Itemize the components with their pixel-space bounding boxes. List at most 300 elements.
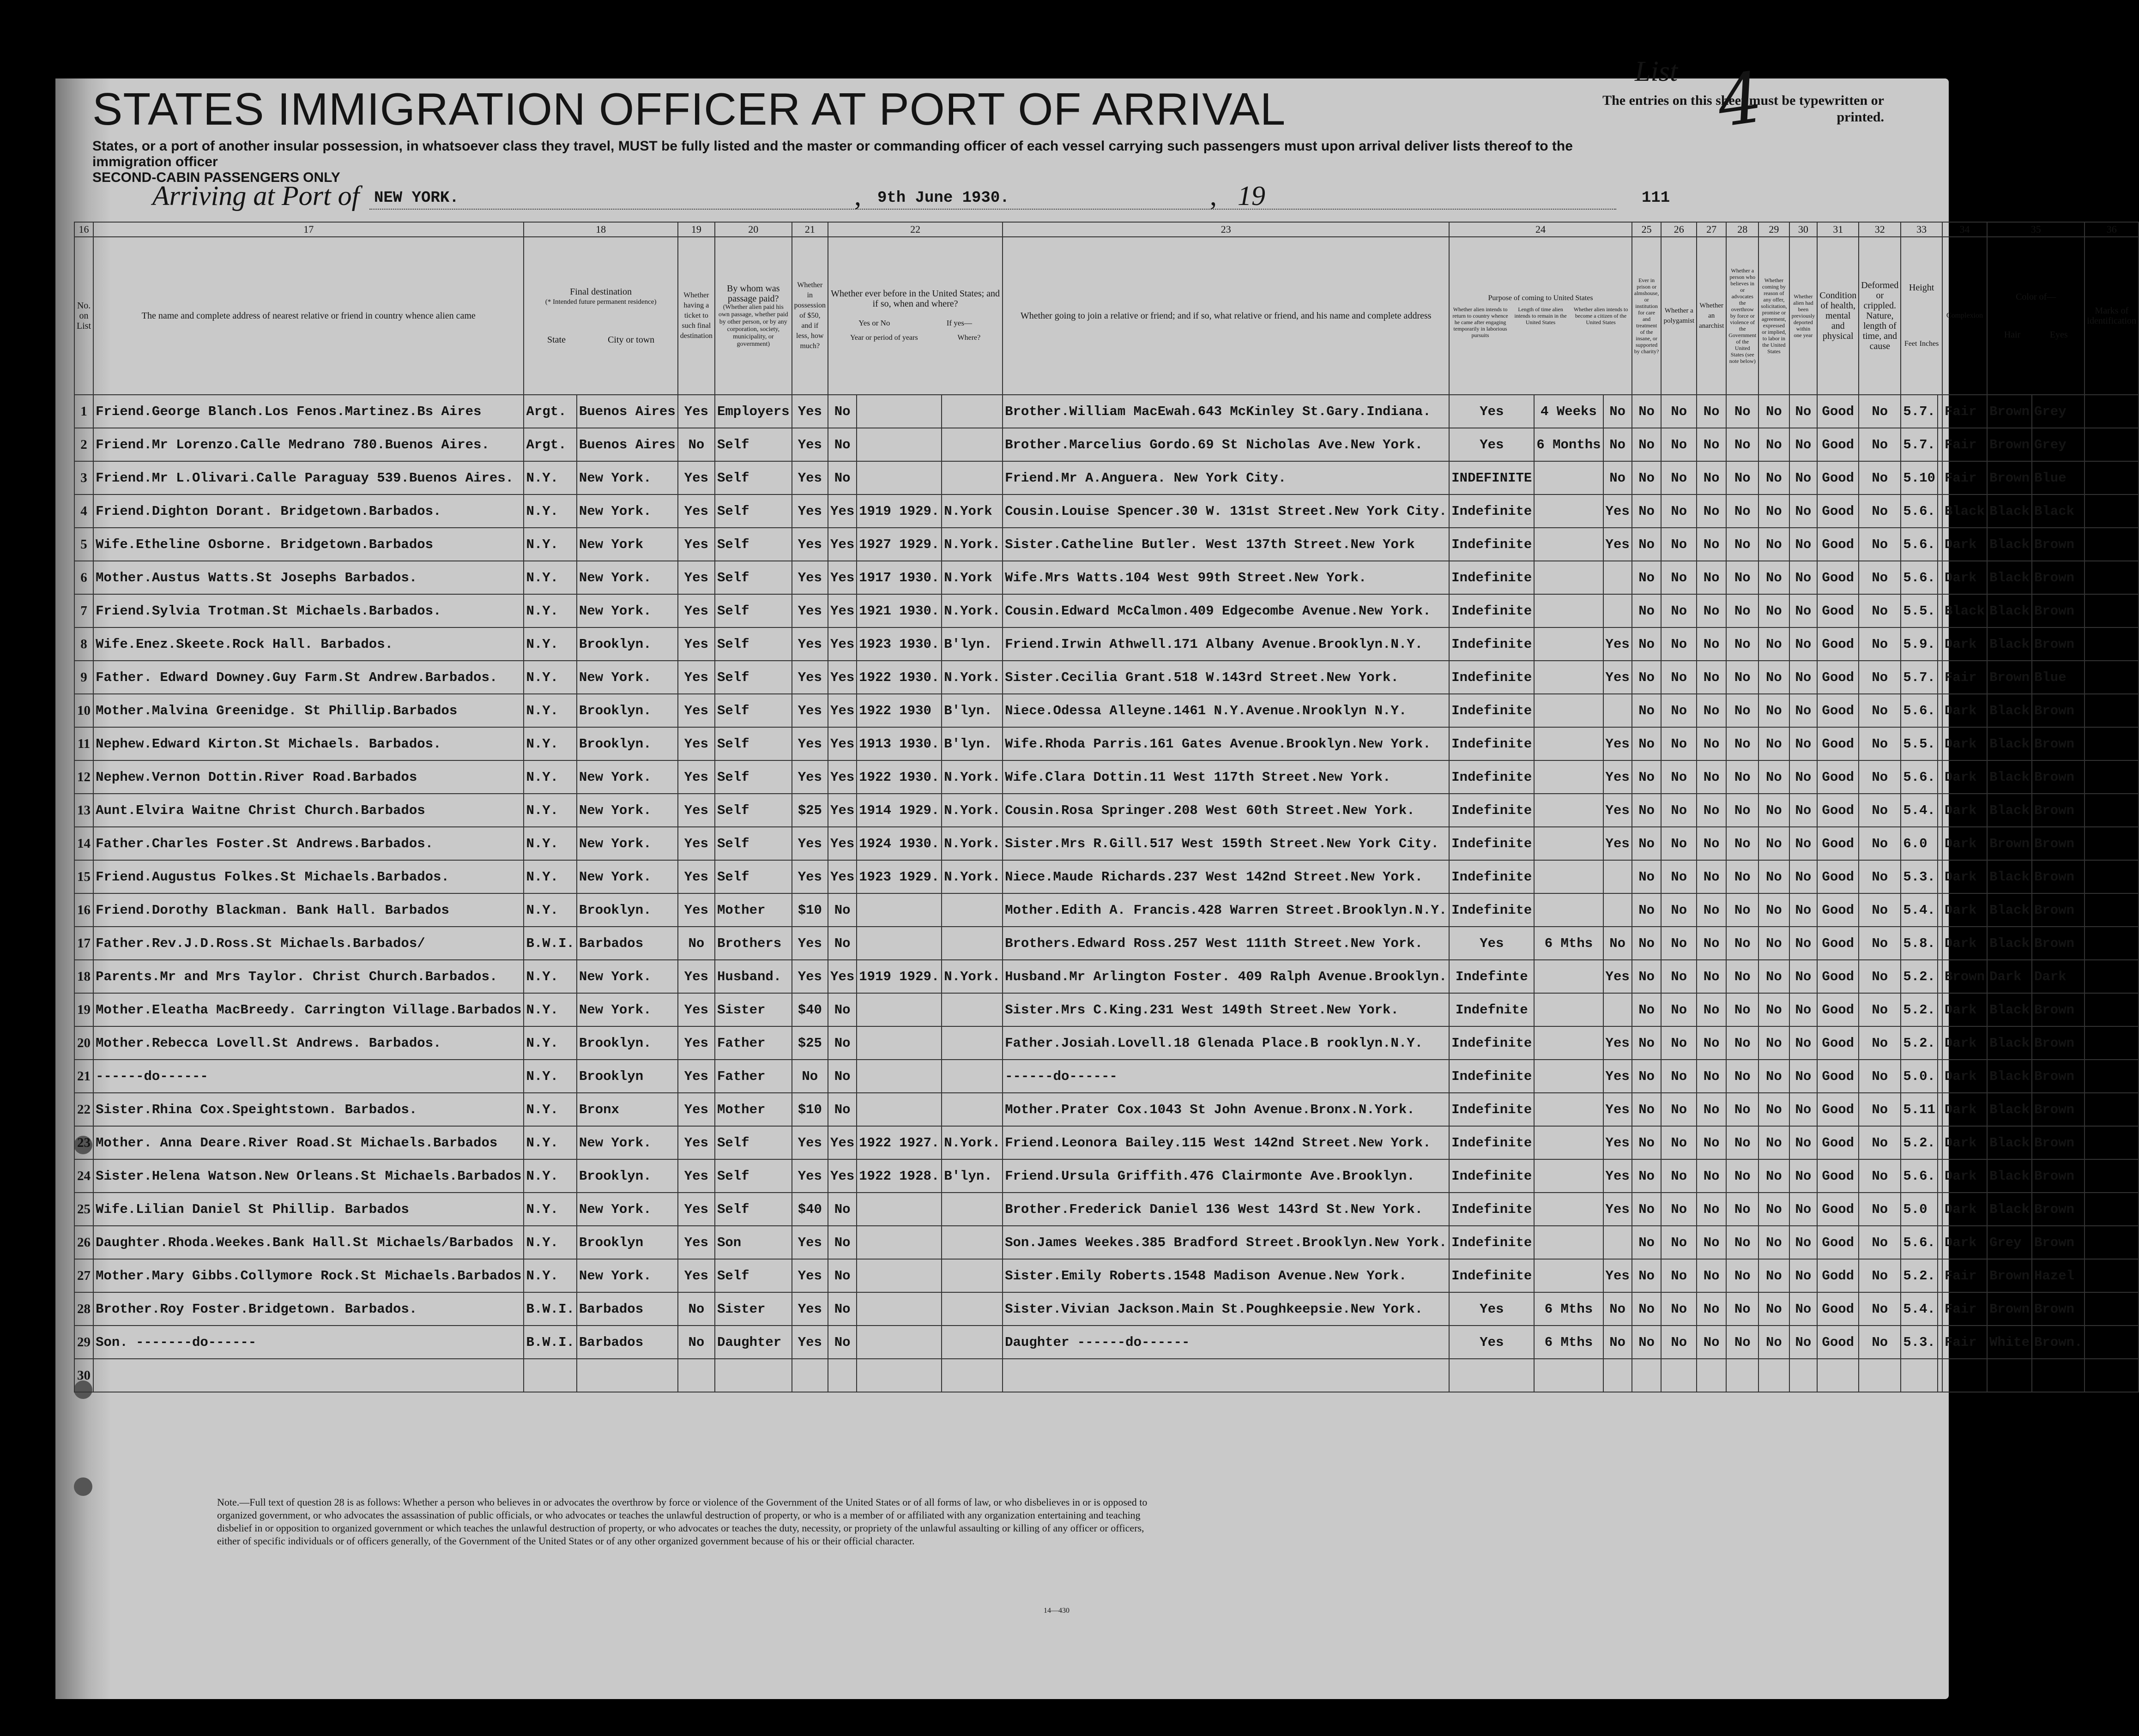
polygamist-cell: No (1661, 993, 1697, 1026)
polygamist-cell: No (1661, 661, 1697, 694)
city-cell: New York. (577, 993, 678, 1026)
marks-cell (2085, 993, 2139, 1026)
ticket-cell: Yes (678, 661, 715, 694)
joining-cell: Sister.Cecilia Grant.518 W.143rd Street.New York. (1003, 661, 1449, 694)
purpose-length-cell (1534, 827, 1603, 860)
marks-cell (2085, 1126, 2139, 1159)
nearest-relative-cell: Nephew.Vernon Dottin.River Road.Barbados (93, 760, 524, 794)
city-cell: Brooklyn. (577, 1026, 678, 1060)
hair-cell: Black (1987, 1126, 2032, 1159)
marks-cell (2085, 395, 2139, 428)
row-number: 25 (74, 1193, 93, 1226)
nearest-relative-cell: Friend.Dighton Dorant. Bridgetown.Barbados. (93, 494, 524, 528)
q30-cell: No (1789, 1126, 1818, 1159)
city-cell: Barbados (577, 927, 678, 960)
city-cell: New York. (577, 760, 678, 794)
final-destination-title: Final destination (570, 287, 632, 297)
table-row (74, 1026, 2139, 1060)
health-cell: Good (1817, 860, 1859, 893)
passage-paid-cell: Self (715, 1126, 792, 1159)
anarchist-cell: No (1697, 1292, 1726, 1326)
height-cell: 5.5. (1901, 594, 1938, 627)
table-row (74, 727, 2139, 760)
ticket-cell: Yes (678, 594, 715, 627)
purpose-return-cell: Yes (1449, 1326, 1534, 1359)
prison-cell: No (1632, 1326, 1662, 1359)
complexion-cell: Dark (1942, 528, 1987, 561)
anarchist-cell: No (1697, 1093, 1726, 1126)
purpose-citizen-cell (1603, 594, 1632, 627)
ever-before-title: Whether ever before in the United States; and if so, when and where? (831, 289, 1000, 309)
passage-paid-cell: Self (715, 594, 792, 627)
hair-cell: Black (1987, 860, 2032, 893)
year-period-cell: 1914 1929. (857, 794, 942, 827)
comma-mark: , (854, 181, 861, 211)
polygamist-cell: No (1661, 428, 1697, 461)
purpose-length-cell (1534, 1159, 1603, 1193)
where-cell: N.York. (942, 860, 1003, 893)
deformed-cell: No (1859, 428, 1901, 461)
where-cell: N.York. (942, 594, 1003, 627)
passage-paid-cell (715, 1359, 792, 1392)
state-cell: N.Y. (524, 1159, 576, 1193)
anarchist-cell: No (1697, 661, 1726, 694)
table-row (74, 860, 2139, 893)
joining-cell: Brother.William MacEwah.643 McKinley St.Gary.Indiana. (1003, 395, 1449, 428)
inches-cell (1938, 760, 1942, 794)
height-cell: 5.9. (1901, 627, 1938, 661)
passage-paid-cell: Husband. (715, 960, 792, 993)
purpose-citizen-cell: No (1603, 1326, 1632, 1359)
header-q30: Whether alien had been previously deported within one year (1789, 237, 1818, 395)
joining-cell: ------do------ (1003, 1060, 1449, 1093)
q30-cell: No (1789, 528, 1818, 561)
anarchist-cell: No (1697, 428, 1726, 461)
money-cell: Yes (792, 1292, 828, 1326)
polygamist-cell: No (1661, 627, 1697, 661)
row-number: 3 (74, 461, 93, 494)
prison-cell: No (1632, 727, 1662, 760)
ticket-cell (678, 1359, 715, 1392)
q30-cell: No (1789, 561, 1818, 594)
inches-cell (1938, 494, 1942, 528)
year-period-cell (857, 1026, 942, 1060)
year-period-cell: 1923 1930. (857, 627, 942, 661)
purpose-citizen-cell: Yes (1603, 661, 1632, 694)
city-cell: Barbados (577, 1292, 678, 1326)
joining-cell (1003, 1359, 1449, 1392)
passage-paid-cell: Self (715, 461, 792, 494)
q29-cell: No (1758, 694, 1789, 727)
city-cell: New York. (577, 827, 678, 860)
year-period-cell: 1922 1928. (857, 1159, 942, 1193)
ticket-cell: Yes (678, 1159, 715, 1193)
deformed-cell: No (1859, 1093, 1901, 1126)
polygamist-cell: No (1661, 594, 1697, 627)
ever-before-cell: No (828, 1292, 857, 1326)
q30-cell: No (1789, 760, 1818, 794)
column-number: 34 (1942, 222, 1987, 237)
marks-cell (2085, 860, 2139, 893)
hair-cell: Brown (1987, 1292, 2032, 1326)
where-cell: B'lyn. (942, 694, 1003, 727)
purpose-return-cell: Indefinite (1449, 1126, 1534, 1159)
nearest-relative-cell: Mother.Rebecca Lovell.St Andrews. Barbados. (93, 1026, 524, 1060)
hair-cell: Brown (1987, 461, 2032, 494)
where-cell (942, 1193, 1003, 1226)
year-period-cell: 1927 1929. (857, 528, 942, 561)
table-row (74, 927, 2139, 960)
column-number: 18 (524, 222, 677, 237)
inches-cell (1938, 561, 1942, 594)
where-cell: N.York. (942, 794, 1003, 827)
row-number: 14 (74, 827, 93, 860)
health-cell: Good (1817, 1193, 1859, 1226)
height-cell: 5.6. (1901, 561, 1938, 594)
q30-cell: No (1789, 461, 1818, 494)
purpose-citizen-cell: Yes (1603, 827, 1632, 860)
hair-cell: Grey (1987, 1226, 2032, 1259)
purpose-citizen-cell: No (1603, 1292, 1632, 1326)
ticket-cell: Yes (678, 794, 715, 827)
q30-cell: No (1789, 1226, 1818, 1259)
purpose-length-cell (1534, 461, 1603, 494)
health-cell: Good (1817, 993, 1859, 1026)
table-row (74, 627, 2139, 661)
ever-before-cell: Yes (828, 794, 857, 827)
table-row (74, 528, 2139, 561)
nearest-relative-cell: Aunt.Elvira Waitne Christ Church.Barbados (93, 794, 524, 827)
eyes-cell: Brown (2032, 627, 2085, 661)
purpose-length-cell (1534, 860, 1603, 893)
year-period-cell (857, 1060, 942, 1093)
city-cell: Brooklyn. (577, 627, 678, 661)
joining-cell: Cousin.Louise Spencer.30 W. 131st Street.New York City. (1003, 494, 1449, 528)
state-cell: N.Y. (524, 627, 576, 661)
purpose-length-cell (1534, 1359, 1603, 1392)
header-purpose (1449, 237, 1631, 395)
nearest-relative-cell: Friend.Mr L.Olivari.Calle Paraguay 539.Buenos Aires. (93, 461, 524, 494)
money-cell: Yes (792, 627, 828, 661)
state-cell: N.Y. (524, 1259, 576, 1292)
prison-cell: No (1632, 428, 1662, 461)
where-cell: N.York (942, 561, 1003, 594)
inches-cell (1938, 727, 1942, 760)
marks-cell (2085, 428, 2139, 461)
year-period-cell (857, 1093, 942, 1126)
inches-cell (1938, 1159, 1942, 1193)
purpose-return-cell: Indefinite (1449, 893, 1534, 927)
q28-cell: No (1726, 1226, 1758, 1259)
anarchist-cell: No (1697, 794, 1726, 827)
eyes-cell: Brown (2032, 528, 2085, 561)
q30-cell: No (1789, 860, 1818, 893)
purpose-citizen-cell (1603, 561, 1632, 594)
prison-cell: No (1632, 1026, 1662, 1060)
anarchist-cell: No (1697, 1226, 1726, 1259)
prison-cell: No (1632, 1226, 1662, 1259)
purpose-citizen-cell: Yes (1603, 1026, 1632, 1060)
q30-cell: No (1789, 661, 1818, 694)
where-cell (942, 461, 1003, 494)
anarchist-cell: No (1697, 594, 1726, 627)
ticket-cell: Yes (678, 893, 715, 927)
health-cell: Good (1817, 927, 1859, 960)
passage-paid-cell: Self (715, 727, 792, 760)
where-cell (942, 1259, 1003, 1292)
joining-cell: Sister.Mrs C.King.231 West 149th Street.New York. (1003, 993, 1449, 1026)
q30-cell: No (1789, 494, 1818, 528)
header-color-of (1987, 237, 2085, 395)
money-cell: Yes (792, 1326, 828, 1359)
joining-cell: Friend.Ursula Griffith.476 Clairmonte Ave.Brooklyn. (1003, 1159, 1449, 1193)
q30-cell: No (1789, 1193, 1818, 1226)
ever-before-cell: Yes (828, 1126, 857, 1159)
q28-cell: No (1726, 661, 1758, 694)
inches-cell (1938, 594, 1942, 627)
q28-cell: No (1726, 594, 1758, 627)
table-row (74, 461, 2139, 494)
joining-cell: Husband.Mr Arlington Foster. 409 Ralph Avenue.Brooklyn. (1003, 960, 1449, 993)
deformed-cell: No (1859, 927, 1901, 960)
marks-cell (2085, 727, 2139, 760)
health-cell: Good (1817, 627, 1859, 661)
q28-cell: No (1726, 760, 1758, 794)
ever-before-cell: No (828, 893, 857, 927)
state-cell (524, 1359, 576, 1392)
polygamist-cell: No (1661, 1292, 1697, 1326)
purpose-length-cell (1534, 494, 1603, 528)
marks-cell (2085, 1326, 2139, 1359)
prison-cell: No (1632, 1126, 1662, 1159)
health-cell: Good (1817, 461, 1859, 494)
year-period-cell (857, 1359, 942, 1392)
inches-cell (1938, 893, 1942, 927)
passage-paid-cell: Self (715, 1159, 792, 1193)
state-cell: N.Y. (524, 827, 576, 860)
joining-cell: Friend.Leonora Bailey.115 West 142nd Street.New York. (1003, 1126, 1449, 1159)
hair-cell: Black (1987, 528, 2032, 561)
ticket-cell: No (678, 428, 715, 461)
eyes-cell: Brown (2032, 927, 2085, 960)
nearest-relative-cell: Friend.Sylvia Trotman.St Michaels.Barbados. (93, 594, 524, 627)
purpose-return-cell: Indefinite (1449, 794, 1534, 827)
health-cell: Good (1817, 760, 1859, 794)
anarchist-cell: No (1697, 395, 1726, 428)
header-prison: Ever in prison or almshouse, or institution for care and treatment of the insane, or supported by charity? (1632, 237, 1662, 395)
hair-cell: Black (1987, 1060, 2032, 1093)
inches-cell (1938, 1093, 1942, 1126)
row-number: 6 (74, 561, 93, 594)
q28-cell: No (1726, 860, 1758, 893)
anarchist-cell: No (1697, 893, 1726, 927)
header-q28: Whether a person who believes in or advocates the overthrow by force or violence of the Government of the United States (see note below) (1726, 237, 1758, 395)
header-ever-before (828, 237, 1003, 395)
purpose-length-cell (1534, 960, 1603, 993)
inches-cell (1938, 1226, 1942, 1259)
joining-cell: Wife.Clara Dottin.11 West 117th Street.New York. (1003, 760, 1449, 794)
row-number: 24 (74, 1159, 93, 1193)
passage-paid-cell: Self (715, 760, 792, 794)
purpose-citizen-cell: Yes (1603, 794, 1632, 827)
money-cell: $40 (792, 993, 828, 1026)
purpose-length-cell: 6 Months (1534, 428, 1603, 461)
q28-cell: No (1726, 960, 1758, 993)
money-cell: Yes (792, 1126, 828, 1159)
eyes-cell: Brown (2032, 1193, 2085, 1226)
eyes-cell: Brown (2032, 827, 2085, 860)
state-cell: N.Y. (524, 528, 576, 561)
q28-cell: No (1726, 494, 1758, 528)
polygamist-cell (1661, 1359, 1697, 1392)
date-value: 9th June 1930. (877, 189, 1009, 207)
inches-cell (1938, 1326, 1942, 1359)
passage-paid-cell: Self (715, 661, 792, 694)
purpose-return-cell: Indefinite (1449, 1026, 1534, 1060)
inches-cell (1938, 1193, 1942, 1226)
q29-cell: No (1758, 1326, 1789, 1359)
health-cell: Good (1817, 893, 1859, 927)
row-number: 15 (74, 860, 93, 893)
row-number: 13 (74, 794, 93, 827)
health-cell: Good (1817, 1326, 1859, 1359)
year-period-cell: 1913 1930. (857, 727, 942, 760)
hair-cell: Black (1987, 561, 2032, 594)
joining-cell: Brother.Frederick Daniel 136 West 143rd St.New York. (1003, 1193, 1449, 1226)
anarchist-cell: No (1697, 461, 1726, 494)
height-cell: 6.0 (1901, 827, 1938, 860)
q29-cell: No (1758, 528, 1789, 561)
list-number: 4 (1712, 57, 1768, 143)
hair-cell (1987, 1359, 2032, 1392)
joining-cell: Niece.Maude Richards.237 West 142nd Street.New York. (1003, 860, 1449, 893)
ticket-cell: Yes (678, 694, 715, 727)
joining-cell: Father.Josiah.Lovell.18 Glenada Place.B rooklyn.N.Y. (1003, 1026, 1449, 1060)
state-cell: N.Y. (524, 760, 576, 794)
eyes-cell: Brown (2032, 727, 2085, 760)
polygamist-cell: No (1661, 927, 1697, 960)
city-cell: New York. (577, 594, 678, 627)
polygamist-cell: No (1661, 694, 1697, 727)
column-number: 33 (1901, 222, 1942, 237)
city-cell: New York. (577, 461, 678, 494)
purpose-return-cell: Indefinite (1449, 528, 1534, 561)
nearest-relative-cell: Mother.Eleatha MacBreedy. Carrington Village.Barbados (93, 993, 524, 1026)
purpose-return-cell: Indefnite (1449, 993, 1534, 1026)
joining-cell: Sister.Catheline Butler. West 137th Street.New York (1003, 528, 1449, 561)
marks-cell (2085, 760, 2139, 794)
header-marks: Marks of identification (2085, 237, 2139, 395)
purpose-citizen-cell: Yes (1603, 1259, 1632, 1292)
row-number: 18 (74, 960, 93, 993)
polygamist-cell: No (1661, 727, 1697, 760)
year-period-cell: 1922 1930. (857, 661, 942, 694)
money-cell: Yes (792, 428, 828, 461)
prison-cell: No (1632, 494, 1662, 528)
table-row (74, 694, 2139, 727)
passage-paid-cell: Self (715, 494, 792, 528)
hair-cell: Black (1987, 893, 2032, 927)
city-cell: New York. (577, 661, 678, 694)
money-cell: $25 (792, 1026, 828, 1060)
deformed-cell: No (1859, 960, 1901, 993)
joining-cell: Wife.Mrs Watts.104 West 99th Street.New York. (1003, 561, 1449, 594)
column-number: 26 (1661, 222, 1697, 237)
q28-cell: No (1726, 461, 1758, 494)
row-number: 27 (74, 1259, 93, 1292)
city-cell: Brooklyn. (577, 694, 678, 727)
purpose-citizen-cell: Yes (1603, 1093, 1632, 1126)
passage-paid-cell: Son (715, 1226, 792, 1259)
where-cell (942, 1326, 1003, 1359)
q30-cell (1789, 1359, 1818, 1392)
row-number: 22 (74, 1093, 93, 1126)
deformed-cell: No (1859, 860, 1901, 893)
complexion-cell: Fair (1942, 1292, 1987, 1326)
passage-paid-cell: Self (715, 827, 792, 860)
state-cell: N.Y. (524, 860, 576, 893)
marks-cell (2085, 1193, 2139, 1226)
row-number: 28 (74, 1292, 93, 1326)
height-cell: 5.8. (1901, 927, 1938, 960)
year-label: 19 (1238, 181, 1265, 211)
marks-cell (2085, 561, 2139, 594)
hair-cell: Black (1987, 1159, 2032, 1193)
header-final-destination (524, 237, 677, 395)
where-cell (942, 993, 1003, 1026)
hair-cell: Black (1987, 694, 2032, 727)
state-cell: N.Y. (524, 561, 576, 594)
year-period-cell: 1922 1930. (857, 760, 942, 794)
state-cell: N.Y. (524, 494, 576, 528)
q28-cell: No (1726, 694, 1758, 727)
purpose-return-cell: Indefinite (1449, 760, 1534, 794)
money-cell: Yes (792, 727, 828, 760)
q29-cell: No (1758, 395, 1789, 428)
deformed-cell: No (1859, 1226, 1901, 1259)
city-cell: Brooklyn. (577, 1159, 678, 1193)
purpose-length-cell (1534, 661, 1603, 694)
ticket-cell: Yes (678, 1259, 715, 1292)
column-number: 27 (1697, 222, 1726, 237)
q28-cell: No (1726, 1193, 1758, 1226)
where-cell (942, 395, 1003, 428)
prison-cell: No (1632, 1259, 1662, 1292)
nearest-relative-cell: Son. -------do------ (93, 1326, 524, 1359)
q28-cell: No (1726, 1259, 1758, 1292)
ticket-cell: Yes (678, 561, 715, 594)
polygamist-cell: No (1661, 1093, 1697, 1126)
purpose-return-cell: Indefinite (1449, 494, 1534, 528)
purpose-length-cell: 6 Mths (1534, 927, 1603, 960)
q30-cell: No (1789, 794, 1818, 827)
table-row (74, 594, 2139, 627)
height-cell: 5.5. (1901, 727, 1938, 760)
anarchist-cell: No (1697, 1060, 1726, 1093)
passage-paid-cell: Father (715, 1026, 792, 1060)
ever-before-cell: No (828, 461, 857, 494)
nearest-relative-cell: Friend.Mr Lorenzo.Calle Medrano 780.Buenos Aires. (93, 428, 524, 461)
height-cell: 5.0 (1901, 1193, 1938, 1226)
where-cell: N.York. (942, 1126, 1003, 1159)
money-cell: Yes (792, 395, 828, 428)
city-cell: Brooklyn. (577, 893, 678, 927)
purpose-citizen-cell: Yes (1603, 760, 1632, 794)
year-period-cell: 1917 1930. (857, 561, 942, 594)
table-row (74, 1259, 2139, 1292)
nearest-relative-cell: Sister.Rhina Cox.Speightstown. Barbados. (93, 1093, 524, 1126)
year-period-cell: 1921 1930. (857, 594, 942, 627)
